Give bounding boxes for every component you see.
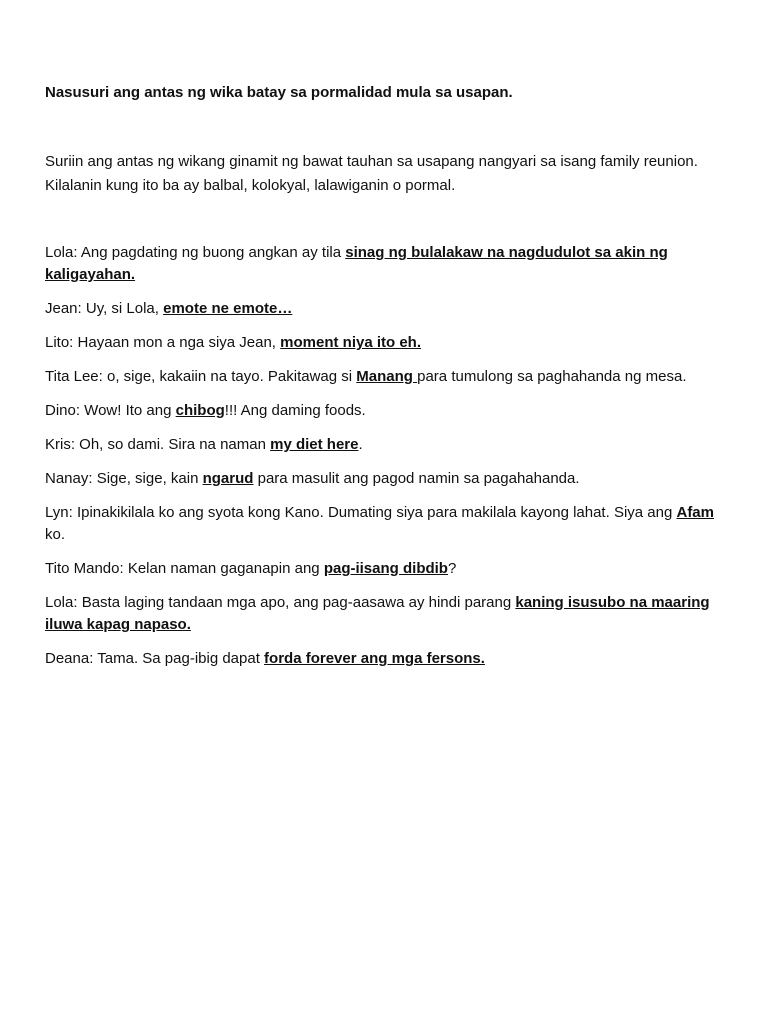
highlighted-phrase: kaning isusubo na maaring iluwa kapag napaso. xyxy=(45,594,710,633)
dialogue-line xyxy=(45,298,735,320)
line-text: Deana: Tama. Sa pag-ibig dapat xyxy=(45,650,265,667)
dialogue-line xyxy=(45,366,735,388)
line-text: Nanay: Sige, sige, kain xyxy=(45,470,203,487)
line-text: Tito Mando: Kelan naman gaganapin ang xyxy=(45,560,324,577)
dialogue-list xyxy=(45,242,735,682)
line-text: Lyn: Ipinakikilala ko ang syota kong Kano. Dumating siya para makilala kayong lahat. Siya ang xyxy=(45,504,677,521)
line-text-after: para tumulong sa paghahanda ng mesa. xyxy=(417,368,687,385)
line-text-after: ko. xyxy=(45,526,66,543)
highlighted-phrase: emote ne emote… xyxy=(163,300,293,317)
document-title: Nasusuri ang antas ng wika batay sa pormalidad mula sa usapan. xyxy=(45,84,513,101)
line-text-after: ? xyxy=(447,560,457,577)
line-text: Lito: Hayaan mon a nga siya Jean, xyxy=(45,334,281,351)
highlighted-phrase: ngarud xyxy=(202,470,254,487)
dialogue-line xyxy=(45,242,735,286)
highlighted-phrase: Afam xyxy=(676,504,714,521)
instructions-paragraph: Suriin ang antas ng wikang ginamit ng bawat tauhan sa usapang nangyari sa isang family reunion. Kilalanin kung ito ba ay balbal, kolokyal, lalawiganin o pormal. xyxy=(45,153,698,194)
line-text: Tita Lee: o, sige, kakaiin na tayo. Pakitawag si xyxy=(45,368,357,385)
dialogue-line xyxy=(45,400,735,422)
dialogue-line xyxy=(45,332,735,354)
highlighted-phrase: chibog xyxy=(175,402,225,419)
line-text: Lola: Basta laging tandaan mga apo, ang pag-aasawa ay hindi parang xyxy=(45,594,516,611)
dialogue-line xyxy=(45,648,735,670)
highlighted-phrase: forda forever ang mga fersons. xyxy=(264,650,485,667)
dialogue-line xyxy=(45,502,735,546)
highlighted-phrase: pag-iisang dibdib xyxy=(323,560,448,577)
line-text-after: para masulit ang pagod namin sa pagahahanda. xyxy=(253,470,580,487)
dialogue-line xyxy=(45,434,735,456)
dialogue-line xyxy=(45,468,735,490)
highlighted-phrase: Manang xyxy=(356,368,418,385)
line-text: Lola: Ang pagdating ng buong angkan ay tila xyxy=(45,244,346,261)
line-text: Dino: Wow! Ito ang xyxy=(45,402,176,419)
highlighted-phrase: moment niya ito eh. xyxy=(280,334,422,351)
dialogue-line xyxy=(45,558,735,580)
highlighted-phrase: sinag ng bulalakaw na nagdudulot sa akin ng kaligayahan. xyxy=(45,244,668,283)
line-text: Kris: Oh, so dami. Sira na naman xyxy=(45,436,271,453)
line-text-after: !!! Ang daming foods. xyxy=(224,402,366,419)
dialogue-line xyxy=(45,592,735,636)
line-text-after: . xyxy=(358,436,363,453)
highlighted-phrase: my diet here xyxy=(270,436,359,453)
line-text: Jean: Uy, si Lola, xyxy=(45,300,164,317)
